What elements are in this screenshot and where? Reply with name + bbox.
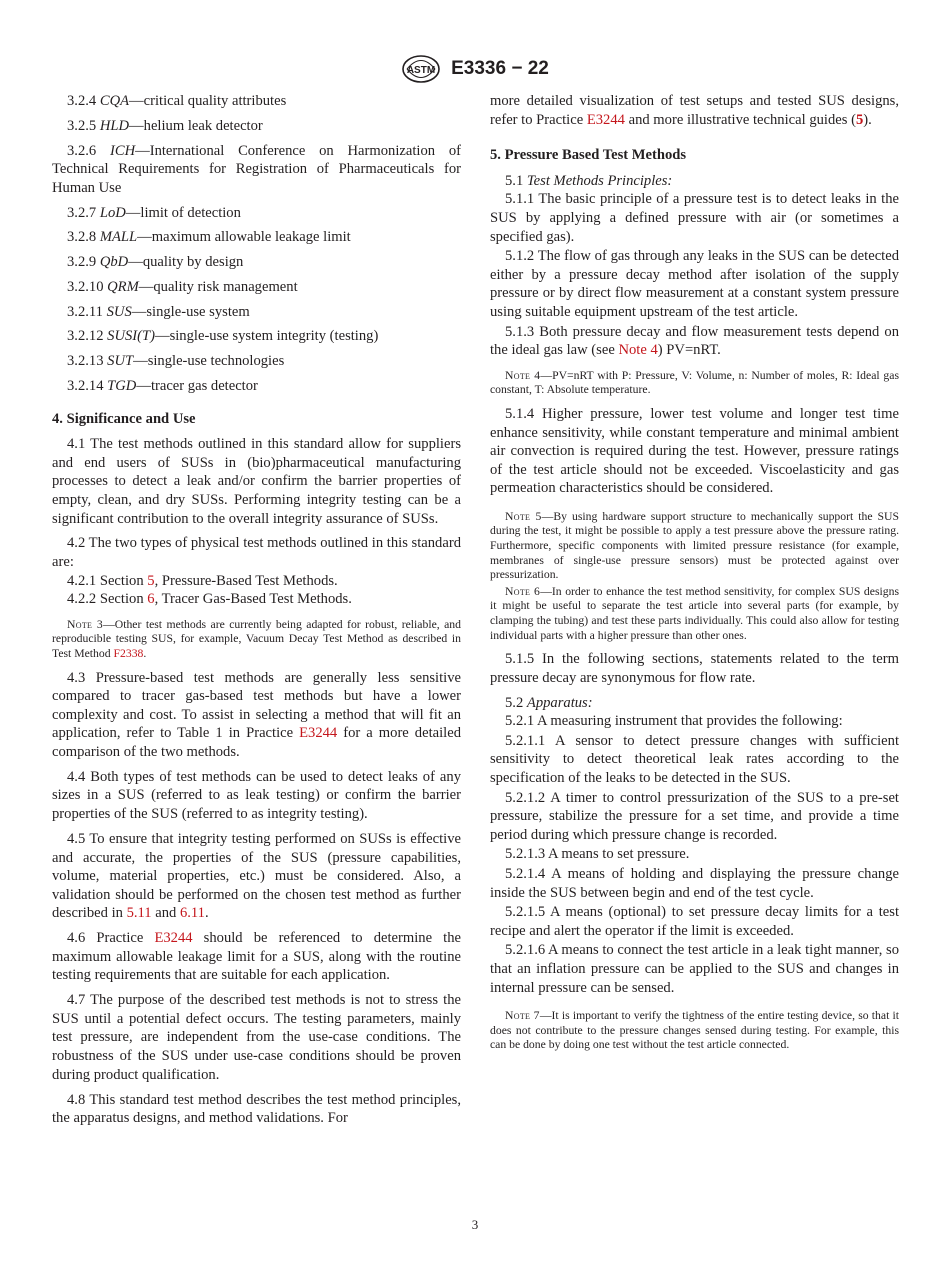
para-5-1: 5.1 Test Methods Principles:	[505, 172, 673, 189]
definition-3-2-13	[52, 352, 461, 371]
left-column	[52, 92, 461, 1134]
definition-number: 3.2.10	[67, 278, 104, 295]
section-5-11-link[interactable]: 5.11	[126, 905, 152, 922]
definition-term: LoD	[99, 204, 126, 221]
definition-3-2-4	[52, 92, 461, 111]
astm-logo-icon	[401, 54, 441, 84]
definition-text: —maximum allowable leakage limit	[137, 229, 351, 246]
page-number: 3	[471, 1217, 479, 1232]
definition-3-2-8	[52, 228, 461, 247]
definition-term: HLD	[99, 117, 130, 134]
definition-term: CQA	[99, 93, 130, 109]
para-4-2: 4.2 The two types of physical test methods outlined in this standard are:	[52, 535, 461, 571]
definition-term: QbD	[99, 254, 129, 271]
para-5-2-1-3: 5.2.1.3 A means to set pressure.	[505, 846, 690, 863]
definition-text: —limit of detection	[125, 204, 241, 221]
right-column	[490, 92, 899, 1060]
para-5-2-1-1: 5.2.1.1 A sensor to detect pressure changes with sufficient sensitivity to detect theoretical leak rates according to the specification of the leaks to be detected in the SUS.	[490, 732, 899, 787]
para-5-2-1-5: 5.2.1.5 A means (optional) to set pressure decay limits for a test recipe and alert the operator if the limit is exceeded.	[490, 904, 899, 939]
para-5-2-1: 5.2.1 A measuring instrument that provides the following:	[505, 713, 843, 730]
note-4: Note 4—PV=nRT with P: Pressure, V: Volume, n: Number of moles, R: Ideal gas constant, T: Absolute temperature.	[490, 368, 899, 397]
note-4-link[interactable]: Note 4	[618, 342, 658, 359]
para-4-8-continued: more detailed visualization of test setups and tested SUS designs, refer to Practice E3244 and more illustrative technical guides (5).	[490, 93, 899, 128]
definition-text: —single-use system integrity (testing)	[154, 328, 379, 345]
definition-number: 3.2.8	[67, 229, 97, 246]
definition-term: SUSI(T)	[107, 328, 155, 345]
definition-text: —critical quality attributes	[129, 93, 287, 109]
para-5-2-1-4: 5.2.1.4 A means of holding and displaying the pressure change inside the SUS between begin and end of the test cycle.	[490, 866, 899, 901]
reference-5-link[interactable]: 5	[855, 111, 864, 128]
note-7: Note 7—It is important to verify the tightness of the entire testing device, so that it does not contribute to the pressure changes sensed during testing. For example, this can be done by doing one test without the test article connected.	[490, 1009, 899, 1052]
definition-number: 3.2.14	[67, 378, 104, 394]
section-6-link[interactable]: 6	[147, 591, 155, 608]
definition-number: 3.2.11	[67, 303, 103, 320]
section-6-11-link[interactable]: 6.11	[179, 905, 205, 922]
e3244-link[interactable]: E3244	[154, 930, 193, 947]
definition-text: —quality by design	[128, 254, 244, 271]
definition-text: —helium leak detector	[129, 117, 263, 134]
definition-text: —tracer gas detector	[136, 378, 258, 394]
para-5-1-3: 5.1.3 Both pressure decay and flow measurement tests depend on the ideal gas law (see Note 4) PV=nRT.	[490, 323, 899, 359]
definition-term: TGD	[107, 378, 137, 394]
definition-number: 3.2.13	[67, 353, 104, 370]
definition-3-2-11	[52, 303, 461, 322]
definition-number: 3.2.12	[67, 328, 104, 345]
definitions-list	[52, 92, 461, 396]
definition-number: 3.2.6	[67, 142, 97, 159]
para-5-1-1: 5.1.1 The basic principle of a pressure test is to detect leaks in the SUS by applying a defined pressure with air (or sometimes a specified gas).	[490, 191, 899, 245]
para-5-2: 5.2 Apparatus:	[505, 694, 593, 711]
para-4-5: 4.5 To ensure that integrity testing performed on SUSs is effective and accurate, the properties of the SUS (pressure capabilities, volume, material properties, etc.) must be considered. Also, a validation should be performed on the chosen test method as further described in 5.11 and 6.11.	[52, 830, 461, 922]
e3244-link[interactable]: E3244	[299, 725, 338, 742]
e3244-link[interactable]: E3244	[586, 111, 625, 128]
para-4-3: 4.3 Pressure-based test methods are generally less sensitive compared to tracer gas-based test methods but have a lower complexity and cost. To assist in selecting a method that will fit an application, refer to Table 1 in Practice E3244 for a more detailed comparison of the two methods.	[52, 669, 461, 760]
para-4-2-2: 4.2.2 Section 6, Tracer Gas-Based Test Methods.	[67, 591, 352, 608]
para-4-7: 4.7 The purpose of the described test methods is not to stress the SUS until a potential defect occurs. The testing parameters, mainly test pressure, are independent from the use-case conditions. The robustness of the SUS under use-case conditions should be proven during product qualification.	[52, 992, 461, 1083]
note-6: Note 6—In order to enhance the test method sensitivity, for complex SUS designs it might be useful to separate the test article into several parts (for example, by clamping the tubing) and test these parts individually. This could also allow for testing individual parts with a higher pressure than other ones.	[490, 584, 899, 642]
definition-term: QRM	[107, 278, 139, 295]
para-5-1-4: 5.1.4 Higher pressure, lower test volume and longer test time enhance sensitivity, while constant temperature and minimal ambient air convection is required during the test. However, pressure ratings of the test article should not be exceeded. Viscoelasticity and gas permeation characteristics should be considered.	[490, 405, 899, 497]
definition-number: 3.2.4	[67, 93, 97, 109]
note-3: Note 3—Other test methods are currently being adapted for robust, reliable, and reproducible testing SUS, for example, Vacuum Decay Test Method as described in Test Method F2338.	[52, 617, 461, 661]
definition-number: 3.2.5	[67, 117, 97, 134]
para-4-6: 4.6 Practice E3244 should be referenced to determine the maximum allowable leakage limit for a SUS, along with the routine testing requirements that are suitable for each application.	[52, 930, 461, 984]
definition-3-2-9	[52, 253, 461, 272]
definition-text: —single-use technologies	[133, 353, 285, 370]
definition-term: MALL	[99, 229, 138, 246]
definition-3-2-12	[52, 327, 461, 346]
para-4-2-1: 4.2.1 Section 5, Pressure-Based Test Methods.	[67, 572, 338, 589]
definition-text: —single-use system	[131, 303, 250, 320]
f2338-link[interactable]: F2338	[113, 647, 144, 661]
para-4-1: 4.1 The test methods outlined in this standard allow for suppliers and end users of SUSs in (bio)pharmaceutical manufacturing processes to detect a leak and/or confirm the barrier properties of empty, clean, and dry SUSs. Performing integrity testing can be a significant contribution to the overall integrity assurance of SUSs.	[52, 436, 461, 527]
section-5-link[interactable]: 5	[147, 572, 155, 589]
para-5-2-1-2: 5.2.1.2 A timer to control pressurization of the SUS to a pre-set pressure, stabilize the pressure for a set time, and provide a time period during which pressure change is recorded.	[490, 789, 899, 843]
definition-number: 3.2.7	[67, 204, 97, 221]
para-4-4: 4.4 Both types of test methods can be used to detect leaks of any sizes in a SUS (referred to as leak testing) or confirm the barrier properties of the SUS (referred to as integrity testing).	[52, 768, 461, 823]
definition-3-2-14	[52, 377, 461, 396]
definition-text: —quality risk management	[138, 278, 298, 295]
page-header	[0, 54, 950, 84]
note-5: Note 5—By using hardware support structure to mechanically support the SUS during the test, it might be possible to apply a test pressure above the pressure rating. Furthermore, specific components with limited pressure resistance (for example, membranes of single-use pressure sensors) must be protected against over pressurization.	[490, 509, 899, 582]
para-4-8: 4.8 This standard test method describes the test method principles, the apparatus designs, and method validations. For	[52, 1091, 461, 1127]
standard-designation: E3336 − 22	[451, 58, 549, 79]
definition-term: SUS	[106, 303, 132, 320]
definition-term: ICH	[109, 142, 136, 159]
para-5-2-1-6: 5.2.1.6 A means to connect the test article in a leak tight manner, so that an inflation pressure can be applied to the SUS and changes in internal pressure can be sensed.	[490, 942, 899, 996]
section-5-heading: 5. Pressure Based Test Methods	[490, 147, 687, 164]
definition-3-2-7	[52, 204, 461, 223]
section-4-heading: 4. Significance and Use	[52, 410, 196, 427]
definition-3-2-6	[52, 142, 461, 198]
definition-text: —International Conference on Harmonization of Technical Requirements for Registration of Pharmaceuticals for Human Use	[52, 142, 461, 196]
definition-term: SUT	[107, 353, 134, 370]
astm-logo-text: ASTM	[406, 65, 436, 76]
definition-3-2-5	[52, 117, 461, 136]
para-5-1-5: 5.1.5 In the following sections, statements related to the term pressure decay are synonymous for flow rate.	[490, 651, 899, 686]
definition-3-2-10	[52, 278, 461, 297]
definition-number: 3.2.9	[67, 254, 97, 271]
para-5-1-2: 5.1.2 The flow of gas through any leaks in the SUS can be detected either by a pressure decay method after isolation of the supply pressure or by direct flow measurement at a constant system pressure using suitable equipment upstream of the test article.	[490, 248, 899, 320]
